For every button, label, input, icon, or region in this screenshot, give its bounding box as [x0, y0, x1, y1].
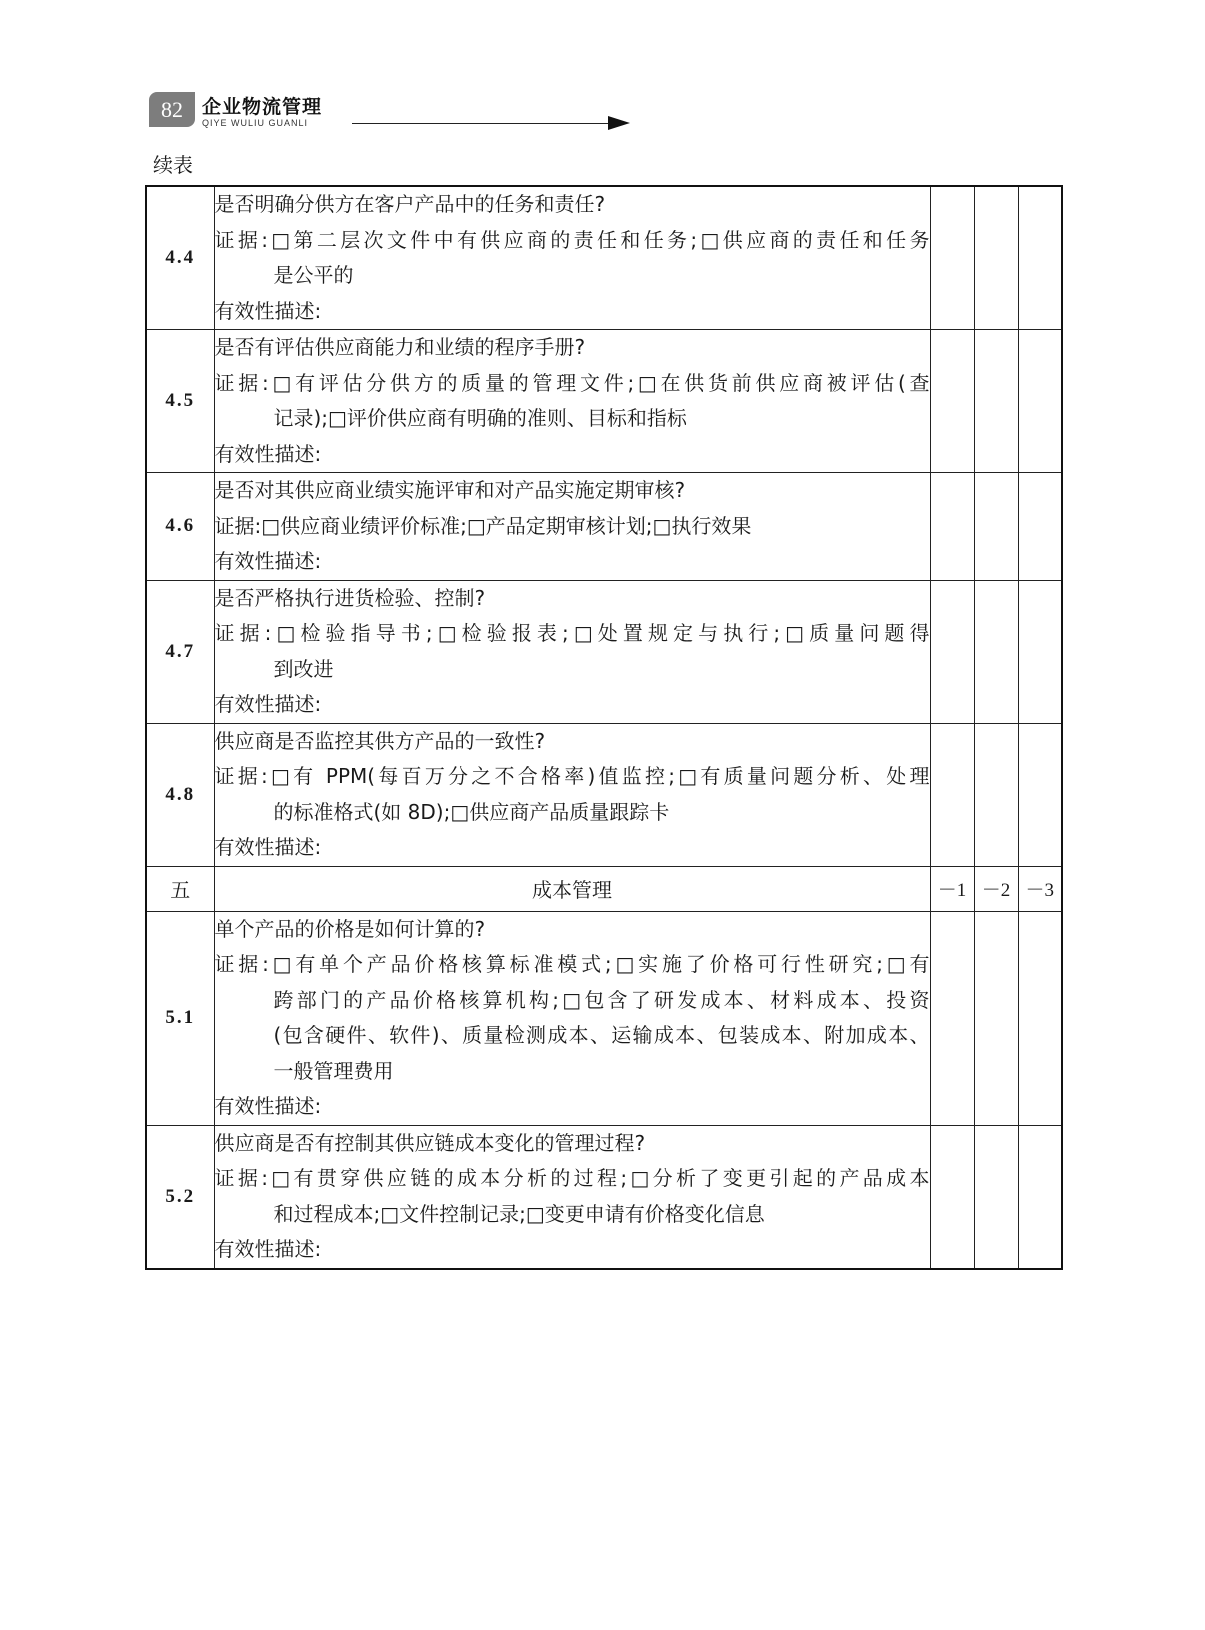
- header-rule: [352, 123, 610, 124]
- score-cell[interactable]: [930, 580, 974, 723]
- audit-table: [145, 185, 1063, 1270]
- table-row: [146, 580, 1062, 723]
- item-number: 4.7: [146, 580, 214, 723]
- evidence-continued: 一般管理费用: [273, 1058, 394, 1083]
- table-row: [146, 330, 1062, 473]
- evidence-continued: 和过程成本;□文件控制记录;□变更申请有价格变化信息: [273, 1201, 765, 1226]
- effectiveness-label: 有效性描述:: [214, 692, 322, 716]
- effectiveness-label: 有效性描述:: [214, 1094, 322, 1118]
- question: 是否明确分供方在客户产品中的任务和责任?: [214, 192, 606, 216]
- evidence: 证据:□第二层次文件中有供应商的责任和任务;□供应商的责任和任务: [214, 227, 930, 252]
- item-content: [214, 1125, 930, 1269]
- item-content: [214, 330, 930, 473]
- continued-label: 续表: [153, 153, 193, 177]
- score-cell[interactable]: [974, 1125, 1018, 1269]
- table-row: [146, 723, 1062, 866]
- score-cell[interactable]: [974, 186, 1018, 330]
- item-content: [214, 911, 930, 1125]
- question: 是否严格执行进货检验、控制?: [214, 585, 486, 610]
- score-cell[interactable]: [974, 723, 1018, 866]
- item-content: [214, 473, 930, 581]
- table-row: [146, 473, 1062, 581]
- question: 是否对其供应商业绩实施评审和对产品实施定期审核?: [214, 478, 686, 502]
- evidence: 证据:□有贯穿供应链的成本分析的过程;□分析了变更引起的产品成本: [214, 1166, 930, 1190]
- score-cell[interactable]: [974, 473, 1018, 581]
- score-cell[interactable]: [930, 330, 974, 473]
- evidence: 证据:□有评估分供方的质量的管理文件;□在供货前供应商被评估(查: [214, 370, 930, 395]
- score-cell[interactable]: [930, 1125, 974, 1269]
- score-cell[interactable]: [974, 580, 1018, 723]
- effectiveness-label: 有效性描述:: [214, 441, 322, 466]
- table-row: [146, 186, 1062, 330]
- item-number: 4.4: [146, 186, 214, 330]
- score-header: －3: [1018, 866, 1062, 911]
- score-cell[interactable]: [1018, 186, 1062, 330]
- score-cell[interactable]: [930, 911, 974, 1125]
- item-content: [214, 723, 930, 866]
- score-cell[interactable]: [1018, 1125, 1062, 1269]
- score-cell[interactable]: [1018, 473, 1062, 581]
- evidence-continued: 是公平的: [273, 263, 354, 287]
- section-number: 五: [146, 866, 214, 911]
- score-header: －2: [974, 866, 1018, 911]
- effectiveness-label: 有效性描述:: [214, 549, 322, 573]
- score-cell[interactable]: [1018, 723, 1062, 866]
- book-subtitle: QIYE WULIU GUANLI: [202, 118, 309, 128]
- score-cell[interactable]: [1018, 330, 1062, 473]
- effectiveness-label: 有效性描述:: [214, 835, 322, 859]
- score-cell[interactable]: [930, 186, 974, 330]
- item-content: [214, 186, 930, 330]
- table-row: [146, 1125, 1062, 1269]
- item-number: 4.5: [146, 330, 214, 473]
- section-title: 成本管理: [214, 866, 930, 911]
- section-header-row: [146, 866, 1062, 911]
- item-number: 4.8: [146, 723, 214, 866]
- score-cell[interactable]: [974, 911, 1018, 1125]
- question: 供应商是否监控其供方产品的一致性?: [214, 728, 546, 753]
- question: 供应商是否有控制其供应链成本变化的管理过程?: [214, 1130, 646, 1155]
- evidence-continued: 记录);□评价供应商有明确的准则、目标和指标: [273, 406, 687, 430]
- evidence-continued: 的标准格式(如 8D);□供应商产品质量跟踪卡: [273, 799, 670, 824]
- item-number: 5.2: [146, 1125, 214, 1269]
- evidence-continued: 到改进: [273, 656, 334, 681]
- evidence: 证据:□检验指导书;□检验报表;□处置规定与执行;□质量问题得: [214, 621, 930, 645]
- score-cell[interactable]: [930, 723, 974, 866]
- evidence: 证据:□有单个产品价格核算标准模式;□实施了价格可行性研究;□有: [214, 952, 930, 976]
- book-title: 企业物流管理: [202, 96, 323, 118]
- evidence: 证据:□供应商业绩评价标准;□产品定期审核计划;□执行效果: [214, 513, 752, 538]
- score-cell[interactable]: [930, 473, 974, 581]
- evidence-continued: 跨部门的产品价格核算机构;□包含了研发成本、材料成本、投资: [273, 987, 930, 1012]
- evidence-continued: (包含硬件、软件)、质量检测成本、运输成本、包装成本、附加成本、: [273, 1023, 930, 1047]
- item-number: 4.6: [146, 473, 214, 581]
- score-cell[interactable]: [1018, 911, 1062, 1125]
- evidence: 证据:□有 PPM(每百万分之不合格率)值监控;□有质量问题分析、处理: [214, 764, 930, 788]
- page-number-badge: 82: [149, 92, 195, 127]
- effectiveness-label: 有效性描述:: [214, 1237, 322, 1261]
- question: 单个产品的价格是如何计算的?: [214, 916, 486, 941]
- score-cell[interactable]: [974, 330, 1018, 473]
- item-content: [214, 580, 930, 723]
- item-number: 5.1: [146, 911, 214, 1125]
- question: 是否有评估供应商能力和业绩的程序手册?: [214, 335, 586, 359]
- effectiveness-label: 有效性描述:: [214, 298, 322, 323]
- header-arrow-icon: [608, 116, 630, 130]
- score-cell[interactable]: [1018, 580, 1062, 723]
- table-row: [146, 911, 1062, 1125]
- score-header: －1: [930, 866, 974, 911]
